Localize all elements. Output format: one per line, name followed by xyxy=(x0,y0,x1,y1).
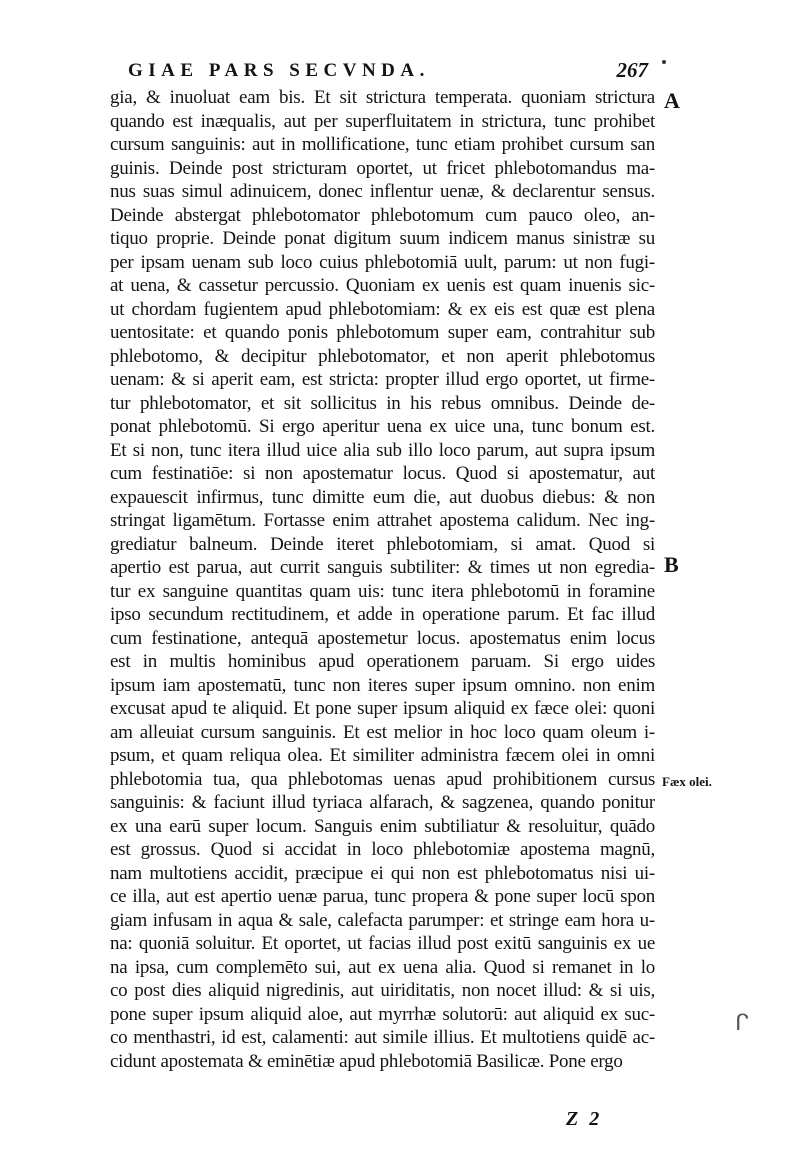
text-line: na: quoniā soluitur. Et oportet, ut facias illud post exitū sanguinis ex ue xyxy=(110,933,655,954)
text-line: tiquo proprie. Deinde ponat digitum suum indicem manus sinistræ su xyxy=(110,228,655,249)
text-line: excusat apud te aliquid. Et pone super ipsum aliquid ex fæce olei: quoni xyxy=(110,698,655,719)
ink-dot xyxy=(662,60,666,64)
page-number: 267 xyxy=(616,58,648,82)
text-line: per ipsam uenam sub loco cuius phlebotomiā uult, parum: ut non fugi- xyxy=(110,251,655,273)
text-line: guinis. Deinde post stricturam oportet, ut fricet phlebotomandus ma- xyxy=(110,157,655,179)
text-line: nus suas simul adinuicem, donec inflentur uenæ, & declarentur sensus. xyxy=(110,181,655,202)
text-line: phlebotomia tua, qua phlebotomas uenas apud prohibitionem cursus xyxy=(110,768,655,790)
text-line: co post dies aliquid nigredinis, aut uiriditatis, non nocet illud: & si uis, xyxy=(110,980,655,1001)
text-line: psum, et quam reliqua olea. Et similiter administra fæcem olei in omni xyxy=(110,745,655,766)
text-line: est in multis hominibus apud operationem paruam. Si ergo uides xyxy=(110,651,655,672)
text-line: ipso secundum rectitudinem, et adde in operatione parum. Et fac illud xyxy=(110,604,655,625)
signature-mark: Z 2 xyxy=(566,1108,603,1130)
text-line: expauescit infirmus, tunc dimitte eum die, aut duobus diebus: & non xyxy=(110,486,655,508)
text-line: co menthastri, id est, calamenti: aut simile illius. Et multotiens quidē ac- xyxy=(110,1027,655,1048)
text-line: cidunt apostemata & eminētiæ apud phlebotomiā Basilicæ. Pone ergo xyxy=(110,1050,623,1072)
text-line: uentositate: et quando ponis phlebotomum super eam, contrahitur sub xyxy=(110,322,655,343)
body-text xyxy=(110,86,655,1073)
text-line: grediatur balneum. Deinde iteret phlebotomiam, si amat. Quod si xyxy=(110,533,655,555)
text-line: tur phlebotomator, et sit sollicitus in his rebus omnibus. Deinde de- xyxy=(110,392,655,414)
text-line: apertio est parua, aut currit sanguis subtiliter: & times ut non egredia- xyxy=(110,557,655,578)
margin-section-letter-b: B xyxy=(664,552,679,577)
text-line: na ipsa, cum complemēto sui, aut ex uena alia. Quod si remanet in lo xyxy=(110,956,655,978)
text-line: quando est inæqualis, aut per superfluitatem in strictura, tunc prohibet xyxy=(110,110,655,132)
text-line: Deinde abstergat phlebotomator phlebotomum cum pauco oleo, an- xyxy=(110,204,655,226)
ink-mark: ᒋ xyxy=(735,1010,749,1035)
text-line: cum festinatione, antequā apostemetur locus. apostematus enim locus xyxy=(110,627,655,649)
text-line: cum festinatiōe: si non apostematur locus. Quod si apostematur, aut xyxy=(110,463,655,484)
margin-section-letter-a: A xyxy=(664,88,680,113)
text-line: pone super ipsum aliquid aloe, aut myrrhæ solutorū: aut aliquid ex suc- xyxy=(110,1003,655,1025)
text-line: ponat phlebotomū. Si ergo aperitur uena ex uice una, tunc bonum est. xyxy=(110,416,655,437)
text-line: ut chordam fugientem apud phlebotomiam: & ex eis est quæ est plena xyxy=(110,298,655,320)
text-line: tur ex sanguine quantitas quam uis: tunc itera phlebotomū in foramine xyxy=(110,580,655,602)
text-line: uenam: & si aperit eam, est stricta: propter illud ergo oportet, ut firme- xyxy=(110,369,655,390)
text-line: cursum sanguinis: aut in mollificatione, tunc etiam prohibet cursum san xyxy=(110,134,655,155)
text-line: stringat ligamētum. Fortasse enim attrahet apostema calidum. Nec ing- xyxy=(110,510,655,531)
text-line: giam infusam in aqua & sale, calefacta parumper: et stringe eam hora u- xyxy=(110,909,655,931)
text-line: phlebotomo, & decipitur phlebotomator, et non aperit phlebotomus xyxy=(110,345,655,367)
text-line: sanguinis: & faciunt illud tyriaca alfarach, & sagzenea, quando ponitur xyxy=(110,792,655,813)
text-line: at uena, & cassetur percussio. Quoniam ex uenis est quam inuenis sic- xyxy=(110,275,655,296)
text-line: nam multotiens accidit, præcipue ei qui non est phlebotomatus nisi ui- xyxy=(110,862,655,884)
text-line: gia, & inuoluat eam bis. Et sit strictura temperata. quoniam strictura xyxy=(110,87,655,108)
page-header xyxy=(110,58,648,86)
margin-note: Fæx olei. xyxy=(662,774,712,789)
running-head: GIAE PARS SECVNDA. xyxy=(128,60,430,81)
text-line: am alleuiat cursum sanguinis. Et est melior in hoc loco quam oleum i- xyxy=(110,721,655,743)
text-line: Et si non, tunc itera illud uice alia sub illo loco parum, aut supra ipsum xyxy=(110,439,655,461)
text-line: est grossus. Quod si accidat in loco phlebotomiæ apostema magnū, xyxy=(110,839,655,860)
text-line: ce illa, aut est apertio uenæ parua, tunc propera & pone super locū spon xyxy=(110,886,655,907)
text-line: ipsum iam apostematū, tunc non iteres super ipsum omnino. non enim xyxy=(110,674,655,696)
text-line: ex una earū super locum. Sanguis enim subtiliatur & resoluitur, quādo xyxy=(110,815,655,837)
